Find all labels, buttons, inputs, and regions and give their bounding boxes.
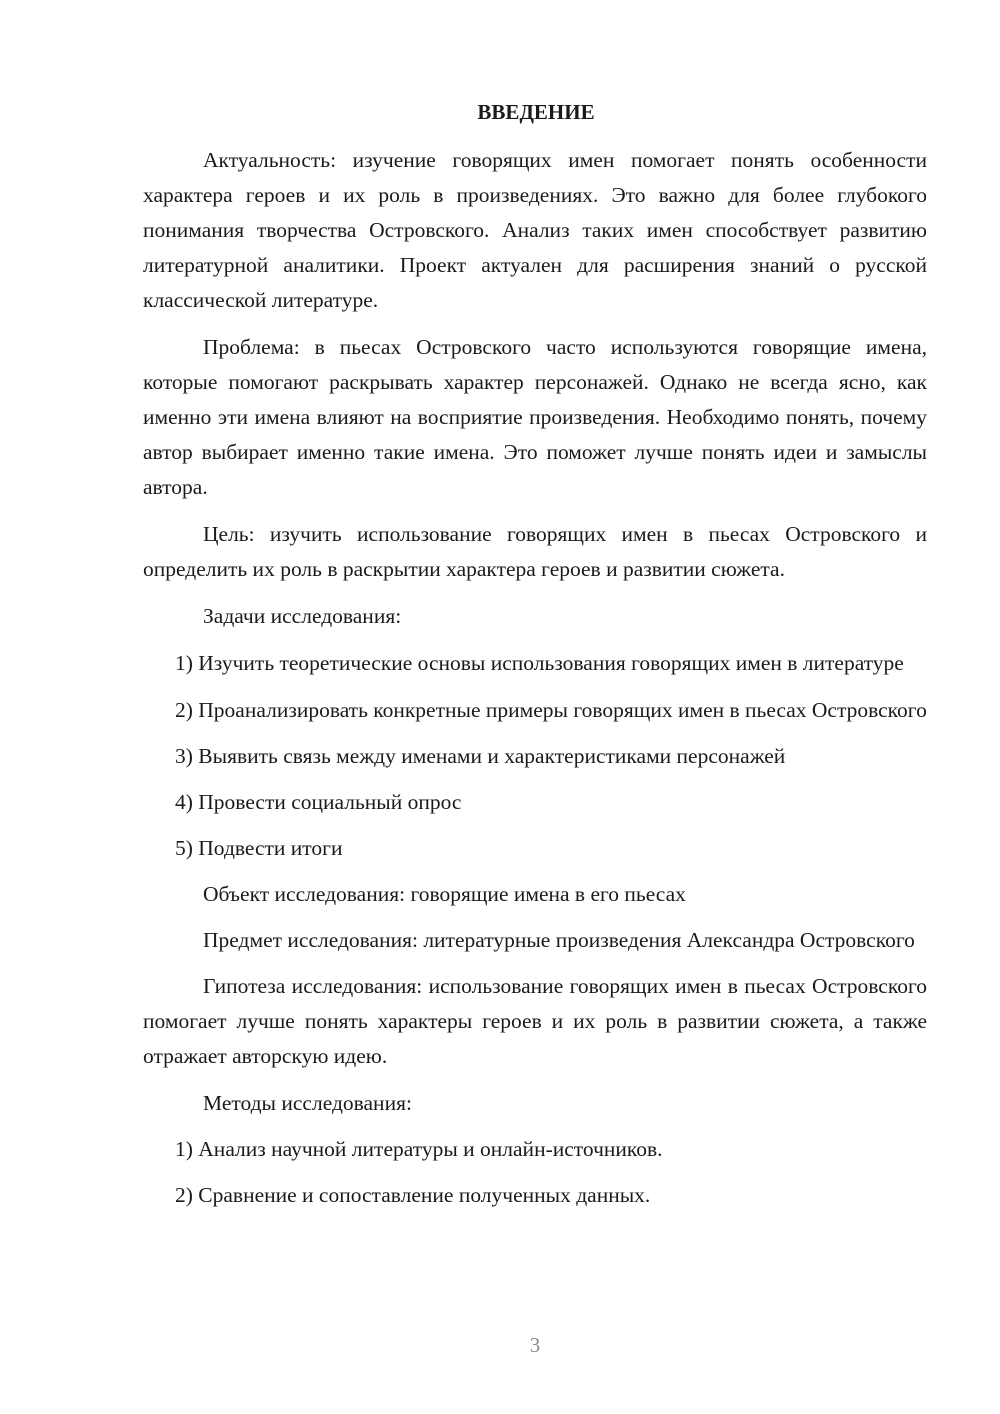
hypothesis-paragraph: Гипотеза исследования: использование говорящих имен в пьесах Островского помогает лучше понять характеры героев и их роль в развитии сюжета, а также отражает авторскую идею.	[143, 974, 927, 1068]
task-item: 5) Подвести итоги	[175, 836, 343, 860]
subject-paragraph: Предмет исследования: литературные произведения Александра Островского	[203, 928, 915, 952]
method-item: 2) Сравнение и сопоставление полученных данных.	[175, 1183, 651, 1207]
page-number: 3	[529, 1333, 541, 1357]
task-item: 4) Провести социальный опрос	[175, 790, 462, 814]
tasks-heading: Задачи исследования:	[203, 604, 402, 628]
page-content	[143, 92, 927, 1213]
problem-paragraph: Проблема: в пьесах Островского часто используются говорящие имена, которые помогают раскрывать характер персонажей. Однако не всегда ясно, как именно эти имена влияют на восприятие произведения. Необходимо понять, почему автор выбирает именно такие имена. Это поможет лучше понять идеи и замыслы автора.	[143, 335, 927, 499]
task-item: 1) Изучить теоретические основы использования говорящих имен в литературе	[175, 651, 904, 675]
task-item: 3) Выявить связь между именами и характеристиками персонажей	[175, 744, 786, 768]
goal-paragraph: Цель: изучить использование говорящих имен в пьесах Островского и определить их роль в раскрытии характера героев и развитии сюжета.	[143, 522, 927, 581]
task-item: 2) Проанализировать конкретные примеры говорящих имен в пьесах Островского	[175, 698, 927, 722]
method-item: 1) Анализ научной литературы и онлайн-источников.	[175, 1137, 663, 1161]
methods-heading: Методы исследования:	[203, 1091, 412, 1115]
relevance-paragraph: Актуальность: изучение говорящих имен помогает понять особенности характера героев и их роль в произведениях. Это важно для более глубокого понимания творчества Островского. Анализ таких имен способствует развитию литературной аналитики. Проект актуален для расширения знаний о русской классической литературе.	[143, 148, 927, 312]
section-title: ВВЕДЕНИЕ	[477, 100, 595, 124]
object-paragraph: Объект исследования: говорящие имена в его пьесах	[203, 882, 686, 906]
